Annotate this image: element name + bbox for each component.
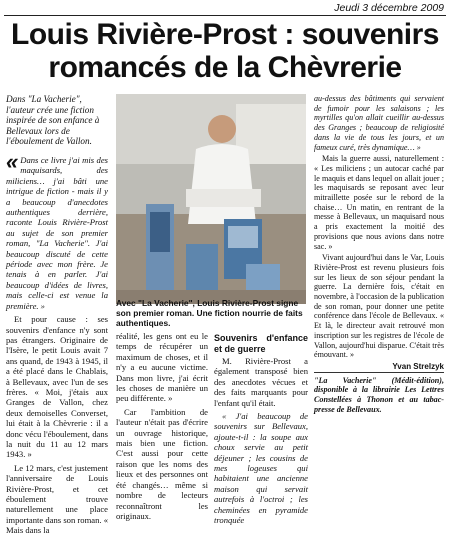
author-photo xyxy=(116,94,306,304)
col4-paragraph-1: au-dessus des bâtiments qui servaient de fumoir pour les salaisons ; les myrtilles qu'on allait cueillir au-dessus des Granges ; beaucoup de religiosité dans la vie de tous les jours, et un fameux curé, très dynamique… » xyxy=(314,94,444,152)
col4-paragraph-2: Mais la guerre aussi, naturellement : « Les miliciens ; un autocar caché par le maquis et dans lequel on allait jouer ; les maquisards se reposant avec leur mitraillette posée sur le rebord de la chaise… Un matin, en rentrant de la messe à Bellevaux, un maquisard nous a pris exactement la moitié des provisions que nous avions dans notre sac. » xyxy=(314,154,444,251)
col2-paragraph-1: réalité, les gens ont eu le temps de récupérer un maximum de choses, et il n'y a eu aucune victime. Dans mon livre, j'ai écrit les choses de manière un peu différente. » xyxy=(116,331,208,404)
signature: Yvan Strelzyk xyxy=(392,361,444,371)
footnote: "La Vacherie" (Médit-édition), disponible à la librairie Les Lettres Constellées à Thonon et au tabac-presse de Bellevaux. xyxy=(314,372,444,415)
col1-paragraph-2: Et pour cause : ses souvenirs d'enfance n'y sont pas étrangers. Originaire de l'Isère, le petit Louis avait 7 ans quand, de 1943 à 1945, il a été placé dans le Chablais, à Bellevaux, avec l'un de ses frères. « Moi, j'étais aux Granges de Vallon, chez deux demoiselles Converset, lui était à la Chèvrerie : il a donc vécu l'éboulement, dans la nuit du 11 au 12 mars 1943. » xyxy=(6,314,108,460)
quote-mark-icon: « xyxy=(6,149,19,174)
headline: Louis Rivière-Prost : souvenirs romancés de la Chèvrerie xyxy=(11,18,439,84)
col4-paragraph-3: Vivant aujourd'hui dans le Var, Louis Rivière-Prost est revenu plusieurs fois sur les lieux de son séjour pendant la guerre. La dernière fois, c'était en novembre, à l'occasion de la publication de son roman, pour donner une petite conférence dans l'école de Bellevaux. « Et là, le directeur avait retrouvé mon inscription sur les registres de l'école de Vallon, aujourd'hui disparue. C'était très émouvant. » xyxy=(314,253,445,360)
header-rule xyxy=(4,15,446,16)
photo-caption: Avec "La Vacherie", Louis Rivière-Prost signe son premier roman. Une fiction nourrie de faits authentiques. xyxy=(116,298,303,328)
column-1 xyxy=(6,149,108,536)
date-line: Jeudi 3 décembre 2009 xyxy=(334,2,444,14)
chapo: Dans "La Vacherie", l'auteur crée une fiction inspirée de son enfance à Bellevaux lors de l'éboulement de Vallon. xyxy=(6,94,100,147)
subhead: Souvenirs d'enfance et de guerre xyxy=(214,333,308,354)
col3-paragraph-1: M. Rivière-Prost a également transposé bien des anecdotes vécues et des faits marquants pour l'enfant qu'il était. xyxy=(214,356,308,408)
col1-paragraph-3: Le 12 mars, c'est justement l'anniversaire de Louis Rivière-Prost, et cet éboulement trouve naturellement une place importante dans son roman. « Mais dans la xyxy=(6,462,108,536)
col2-paragraph-2: Car l'ambition de l'auteur n'était pas d'écrire un ouvrage historique, mais bien une fiction. C'est aussi pour cette raison que les noms des lieux et des personnes ont été changés… même si nombre de lecteurs reconnaîtront les originaux. xyxy=(116,406,208,521)
col3-paragraph-2: « J'ai beaucoup de souvenirs sur Bellevaux, ajoute-t-il : la soupe aux choux servie au petit déjeuner ; les cousins de mes logeuses qui habitaient une ancienne maison qui servait autrefois à l'octroi ; les cheminées en pyramide tronquée xyxy=(214,411,308,526)
author-portrait-icon xyxy=(116,94,306,304)
col1-paragraph-1: « Dans ce livre j'ai mis des maquisards, des miliciens… j'ai bâti une intrigue de fiction - mais il y a beaucoup d'anecdotes authentiques derrière, raconte Louis Rivière-Prost au sujet de son premier roman, "La Vacherie". J'ai beaucoup discuté de cette période avec mon frère. Je tenais à en parler. J'ai beaucoup d'idées de livres, mais celle-ci est venue la première. » xyxy=(6,149,108,311)
column-4 xyxy=(314,94,444,415)
column-2 xyxy=(116,331,208,521)
column-3 xyxy=(214,331,308,526)
